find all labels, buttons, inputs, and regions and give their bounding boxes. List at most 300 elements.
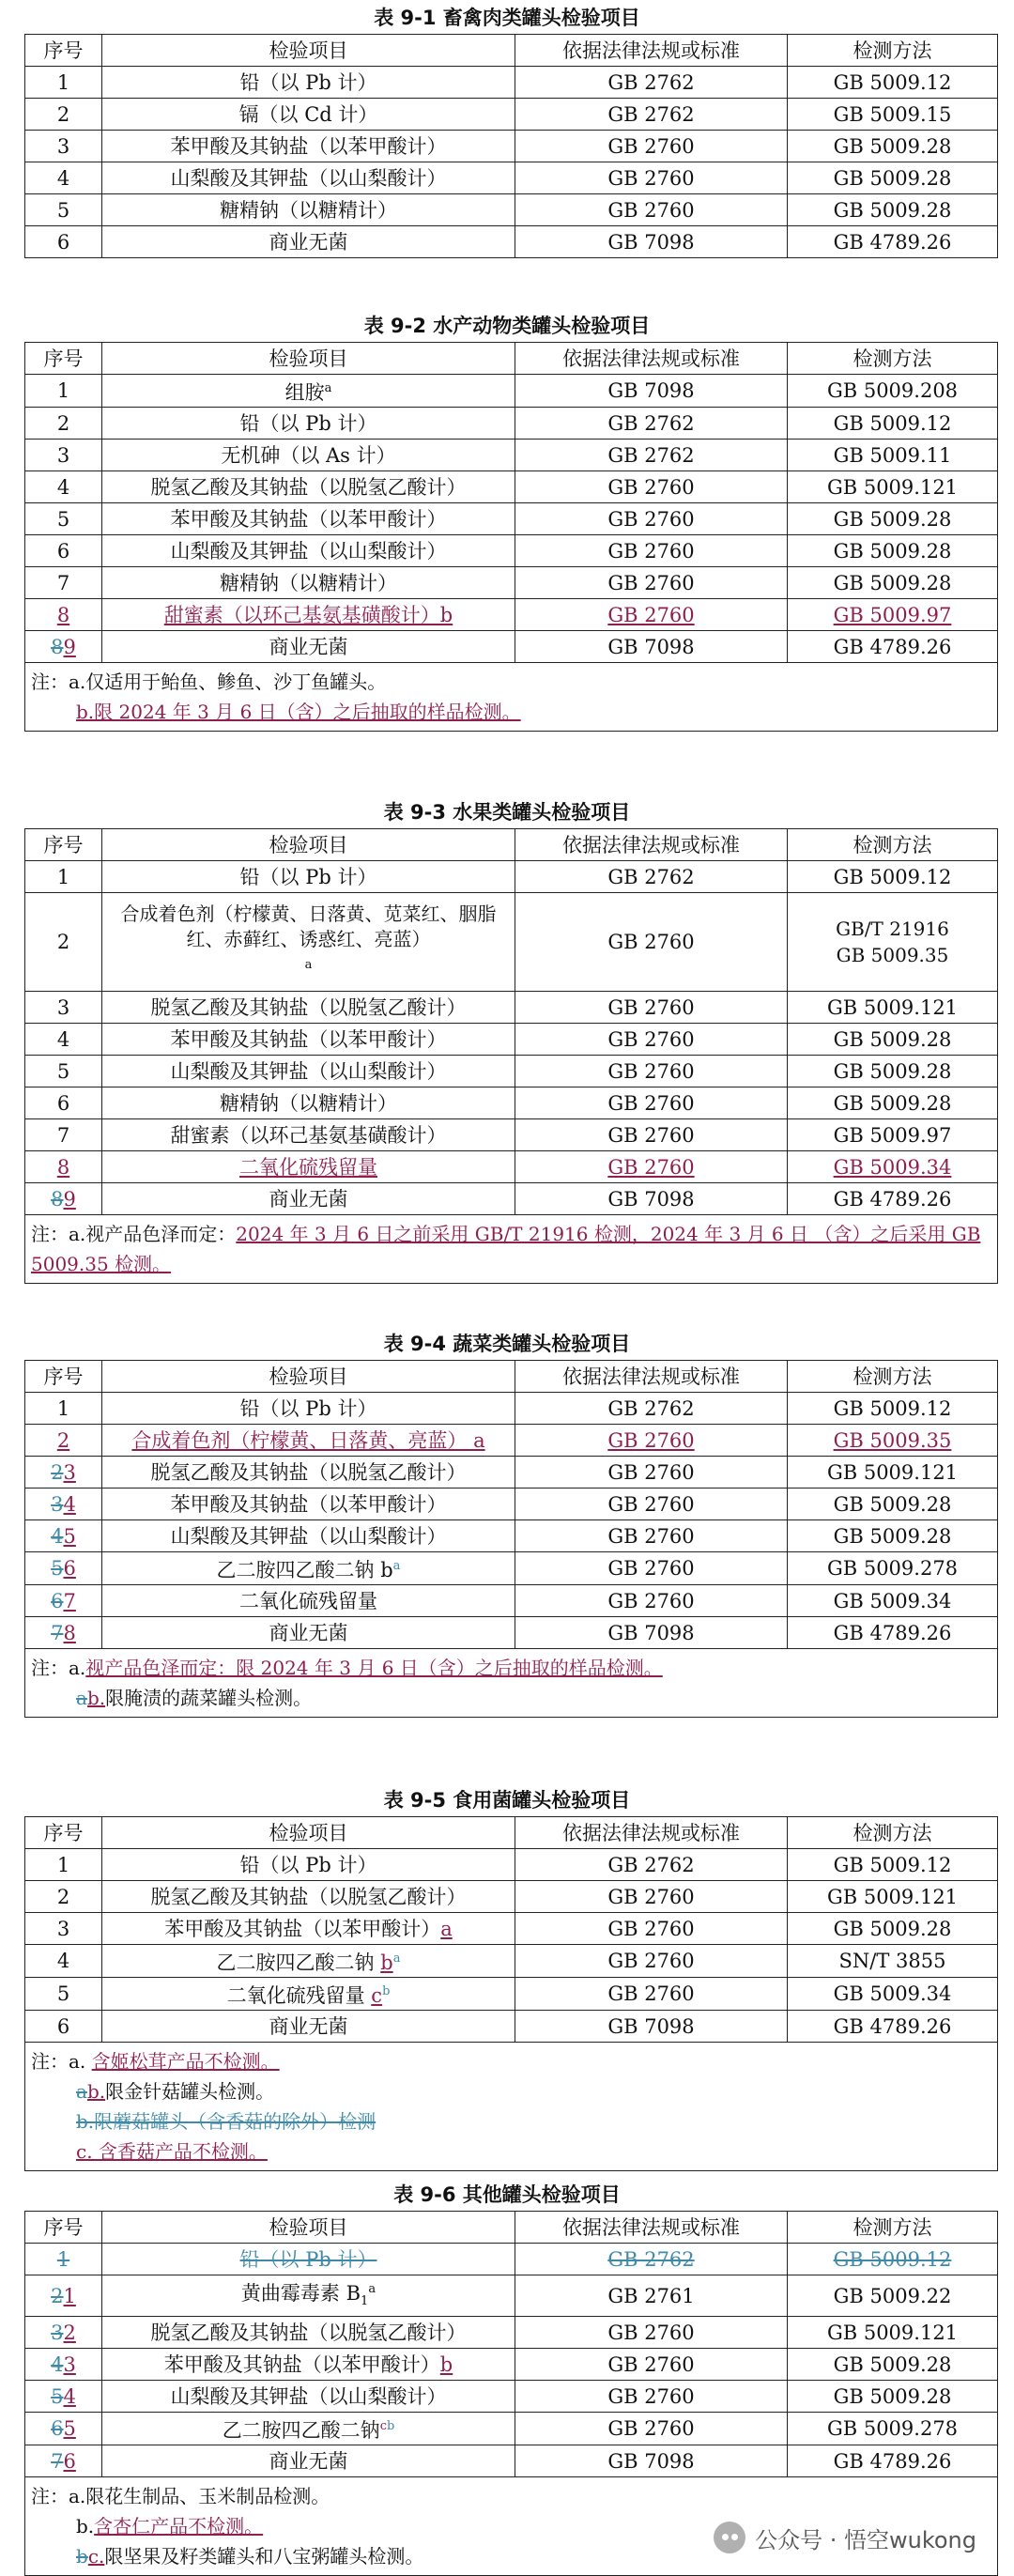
cell-standard: GB 2760 [515, 2413, 788, 2445]
table-row [25, 1520, 998, 1552]
cell-method: GB 4789.26 [788, 631, 998, 663]
table-row [25, 861, 998, 893]
table-row [25, 2413, 998, 2445]
cell-item: 商业无菌 [102, 226, 515, 258]
inserted-number: 7 [63, 1589, 76, 1612]
note-a [31, 2046, 991, 2076]
cell-method: GB 5009.12 [788, 861, 998, 893]
cell-no [25, 2317, 102, 2349]
cell-standard: GB 7098 [515, 375, 788, 408]
table-row [25, 1393, 998, 1425]
cell-item: 苯甲酸及其钠盐（以苯甲酸计） [102, 131, 515, 162]
col-header-no: 序号 [25, 35, 102, 67]
cell-no [25, 631, 102, 663]
deleted-number: 5 [51, 1557, 64, 1580]
footnote-mark-inserted: a [440, 1917, 453, 1940]
cell-standard: GB 7098 [515, 1617, 788, 1649]
cell-method: GB 5009.34 [788, 1151, 998, 1183]
table-row [25, 1119, 998, 1151]
note-b [31, 1683, 991, 1713]
cell-item: 脱氢乙酸及其钠盐（以脱氢乙酸计） [102, 2317, 515, 2349]
cell-standard: GB 7098 [515, 226, 788, 258]
table-row [25, 2317, 998, 2349]
cell-no: 3 [25, 131, 102, 162]
cell-no: 1 [25, 67, 102, 99]
cell-no: 5 [25, 1978, 102, 2011]
cell-standard: GB 2760 [515, 1087, 788, 1119]
cell-item: 苯甲酸及其钠盐（以苯甲酸计） [102, 1024, 515, 1056]
cell-item: 甜蜜素（以环己基氨基磺酸计）b [102, 599, 515, 631]
method-1: GB/T 21916 [836, 918, 949, 940]
notes-cell [25, 1215, 998, 1284]
notes-row [25, 2043, 998, 2171]
table-row [25, 1056, 998, 1087]
notes-row [25, 1649, 998, 1718]
watermark [714, 2517, 976, 2558]
table-title: 表 9-5 食用菌罐头检验项目 [383, 1789, 631, 1812]
cell-item: 脱氢乙酸及其钠盐（以脱氢乙酸计） [102, 1457, 515, 1489]
notes-label: 注： [31, 1657, 69, 1679]
cell-standard: GB 2760 [515, 194, 788, 226]
table-row [25, 1978, 998, 2011]
cell-no: 7 [25, 1119, 102, 1151]
cell-no: 5 [25, 503, 102, 535]
cell-no: 5 [25, 194, 102, 226]
deleted-number: 8 [51, 1187, 64, 1211]
cell-method: GB 5009.28 [788, 503, 998, 535]
cell-no: 3 [25, 1913, 102, 1945]
cell-item [102, 2349, 515, 2381]
table-row [25, 1087, 998, 1119]
item-text: 黄曲霉毒素 B [240, 2282, 361, 2305]
note-c [31, 2136, 991, 2167]
method-2: GB 5009.35 [836, 944, 949, 966]
cell-method: GB 5009.28 [788, 2381, 998, 2413]
cell-no: 6 [25, 535, 102, 567]
cell-no [25, 2275, 102, 2317]
cell-item: 山梨酸及其钾盐（以山梨酸计） [102, 535, 515, 567]
col-header-standard: 依据法律法规或标准 [515, 1817, 788, 1849]
cell-standard: GB 7098 [515, 2011, 788, 2043]
deleted-number: 5 [51, 2384, 64, 2408]
cell-method: GB 5009.28 [788, 1913, 998, 1945]
note-c-deleted-line [31, 2106, 991, 2136]
col-header-method: 检测方法 [788, 2212, 998, 2244]
table-row [25, 2445, 998, 2477]
cell-item [102, 375, 515, 408]
cell-no [25, 2445, 102, 2477]
note-a-prefix: a. [69, 2050, 86, 2073]
inserted-row [25, 1425, 998, 1457]
table-row [25, 1849, 998, 1881]
cell-standard: GB 2760 [515, 1945, 788, 1978]
item-text: 苯甲酸及其钠盐（以苯甲酸计） [163, 2352, 440, 2376]
cell-method: GB 5009.208 [788, 375, 998, 408]
cell-no: 8 [25, 1151, 102, 1183]
cell-no: 3 [25, 440, 102, 471]
notes-row [25, 663, 998, 732]
cell-standard: GB 2760 [515, 1881, 788, 1913]
item-text: 二氧化硫残留量 [226, 1984, 365, 2007]
cell-method: GB 5009.97 [788, 599, 998, 631]
notes-cell [25, 1649, 998, 1718]
col-header-method: 检测方法 [788, 35, 998, 67]
header-row [25, 2212, 998, 2244]
cell-no [25, 1552, 102, 1585]
deleted-number: 6 [51, 1589, 64, 1612]
cell-no: 1 [25, 861, 102, 893]
cell-method: GB 5009.121 [788, 1881, 998, 1913]
cell-standard: GB 2760 [515, 1024, 788, 1056]
deleted-number: 6 [51, 2417, 64, 2441]
notes-label: 注： [31, 1223, 69, 1245]
notes-cell [25, 2043, 998, 2171]
table-9-5-section [0, 1784, 1014, 2171]
table-row [25, 2381, 998, 2413]
cell-no: 4 [25, 162, 102, 194]
note-b-inserted: b. [86, 1687, 106, 1709]
col-header-method: 检测方法 [788, 1361, 998, 1393]
cell-standard: GB 2760 [515, 131, 788, 162]
cell-method: GB 5009.12 [788, 67, 998, 99]
cell-no: 1 [25, 1849, 102, 1881]
cell-standard: GB 2760 [515, 471, 788, 503]
cell-no: 3 [25, 992, 102, 1024]
note-a-inserted: 视产品色泽而定：限 2024 年 3 月 6 日（含）之后抽取的样品检测。 [85, 1657, 663, 1679]
table-title: 表 9-4 蔬菜类罐头检验项目 [383, 1333, 631, 1355]
item-text: 苯甲酸及其钠盐（以苯甲酸计） [164, 1917, 441, 1940]
cell-item [102, 893, 515, 992]
table-row [25, 67, 998, 99]
deleted-number: 2 [51, 2284, 64, 2307]
table-9-3 [24, 828, 998, 1284]
cell-method: GB 5009.11 [788, 440, 998, 471]
cell-standard: GB 2762 [515, 861, 788, 893]
table-row [25, 1585, 998, 1617]
cell-item: 商业无菌 [102, 1183, 515, 1215]
note-b-deleted: a [76, 1687, 87, 1709]
cell-no [25, 1489, 102, 1520]
cell-method [788, 893, 998, 992]
col-header-item: 检验项目 [102, 35, 515, 67]
cell-method: GB 5009.28 [788, 567, 998, 599]
note-a [31, 1653, 991, 1683]
inserted-number: 6 [63, 1557, 76, 1580]
cell-method: GB 5009.121 [788, 471, 998, 503]
cell-standard: GB 2760 [515, 503, 788, 535]
cell-standard: GB 2760 [515, 2349, 788, 2381]
inserted-number: 4 [63, 2384, 76, 2408]
footnote-mark-deleted: a [392, 1951, 401, 1966]
cell-no: 1 [25, 375, 102, 408]
note-a [31, 2481, 991, 2511]
col-header-no: 序号 [25, 1361, 102, 1393]
cell-method: GB 5009.28 [788, 1520, 998, 1552]
col-header-method: 检测方法 [788, 343, 998, 375]
cell-item: 铅（以 Pb 计） [102, 1393, 515, 1425]
cell-standard: GB 2760 [515, 1978, 788, 2011]
table-row [25, 1552, 998, 1585]
cell-item: 苯甲酸及其钠盐（以苯甲酸计） [102, 503, 515, 535]
cell-no: 6 [25, 2011, 102, 2043]
inserted-number: 5 [63, 2417, 76, 2441]
cell-standard: GB 2760 [515, 2381, 788, 2413]
col-header-standard: 依据法律法规或标准 [515, 1361, 788, 1393]
cell-item [102, 2413, 515, 2445]
cell-method: GB 5009.15 [788, 99, 998, 131]
table-row [25, 567, 998, 599]
table-row [25, 1024, 998, 1056]
col-header-item: 检验项目 [102, 1817, 515, 1849]
header-row [25, 1361, 998, 1393]
col-header-method: 检测方法 [788, 1817, 998, 1849]
cell-standard: GB 2760 [515, 1151, 788, 1183]
deleted-number: 7 [51, 1621, 64, 1644]
table-row [25, 2349, 998, 2381]
cell-method: GB 5009.28 [788, 535, 998, 567]
cell-standard: GB 7098 [515, 631, 788, 663]
table-9-1 [24, 34, 998, 258]
deleted-row [25, 2244, 998, 2275]
cell-item: 糖精钠（以糖精计） [102, 1087, 515, 1119]
table-9-2 [24, 342, 998, 732]
col-header-no: 序号 [25, 829, 102, 861]
table-row [25, 2275, 998, 2317]
cell-item: 商业无菌 [102, 631, 515, 663]
cell-standard: GB 2760 [515, 1585, 788, 1617]
cell-no: 2 [25, 893, 102, 992]
cell-item [102, 1945, 515, 1978]
cell-standard: GB 2761 [515, 2275, 788, 2317]
cell-standard: GB 2760 [515, 1489, 788, 1520]
cell-method: GB 5009.22 [788, 2275, 998, 2317]
cell-standard: GB 2760 [515, 567, 788, 599]
notes-label: 注： [31, 2485, 69, 2508]
note-c-deleted: b [76, 2545, 88, 2568]
table-9-4 [24, 1360, 998, 1718]
deleted-number: 4 [51, 1524, 64, 1548]
cell-no [25, 2381, 102, 2413]
table-row [25, 503, 998, 535]
cell-no: 6 [25, 226, 102, 258]
cell-standard: GB 2760 [515, 1119, 788, 1151]
table-9-1-section [0, 2, 1014, 258]
footnote-mark-inserted: c [379, 2419, 387, 2434]
col-header-no: 序号 [25, 1817, 102, 1849]
deleted-number: 7 [51, 2449, 64, 2473]
col-header-item: 检验项目 [102, 343, 515, 375]
table-row [25, 131, 998, 162]
cell-method: GB 5009.34 [788, 1978, 998, 2011]
note-b-text: 限金针菇罐头检测。 [105, 2080, 275, 2103]
table-row [25, 893, 998, 992]
cell-standard: GB 2760 [515, 1425, 788, 1457]
cell-item: 脱氢乙酸及其钠盐（以脱氢乙酸计） [102, 1881, 515, 1913]
cell-method: SN/T 3855 [788, 1945, 998, 1978]
cell-method: GB 5009.28 [788, 194, 998, 226]
wechat-icon [714, 2522, 745, 2553]
cell-standard: GB 2762 [515, 1849, 788, 1881]
cell-no: 1 [25, 2244, 102, 2275]
cell-method: GB 4789.26 [788, 226, 998, 258]
cell-no: 8 [25, 599, 102, 631]
cell-method: GB 5009.121 [788, 2317, 998, 2349]
cell-item [102, 2275, 515, 2317]
note-c-inserted: c. [87, 2545, 105, 2568]
cell-method: GB 5009.278 [788, 2413, 998, 2445]
cell-method: GB 5009.278 [788, 1552, 998, 1585]
footnote-mark-inserted: b [380, 1951, 393, 1974]
table-row [25, 1489, 998, 1520]
table-row [25, 194, 998, 226]
cell-item: 山梨酸及其钾盐（以山梨酸计） [102, 1520, 515, 1552]
header-row [25, 1817, 998, 1849]
cell-no [25, 1183, 102, 1215]
note-a-inserted: 2024 年 3 月 6 日之前采用 GB/T 21916 检测，2024 年 3 月 6 日 （含）之后采用 GB 5009.35 检测。 [31, 1223, 981, 1275]
cell-item: 糖精钠（以糖精计） [102, 194, 515, 226]
cell-standard: GB 2762 [515, 408, 788, 440]
cell-item [102, 1913, 515, 1945]
table-row [25, 99, 998, 131]
table-9-3-section [0, 796, 1014, 1284]
cell-item: 甜蜜素（以环己基氨基磺酸计） [102, 1119, 515, 1151]
cell-standard: GB 2760 [515, 893, 788, 992]
cell-standard: GB 2762 [515, 2244, 788, 2275]
item-text: 乙二胺四乙酸二钠 [216, 1951, 375, 1974]
inserted-number: 3 [63, 2352, 76, 2376]
cell-item: 脱氢乙酸及其钠盐（以脱氢乙酸计） [102, 471, 515, 503]
cell-no: 6 [25, 1087, 102, 1119]
table-title: 表 9-6 其他罐头检验项目 [393, 2183, 621, 2206]
cell-item: 铅（以 Pb 计） [102, 2244, 515, 2275]
cell-standard: GB 7098 [515, 2445, 788, 2477]
table-row [25, 1913, 998, 1945]
item-text: 合成着色剂（柠檬黄、日落黄、苋菜红、胭脂红、赤藓红、诱惑红、亮蓝） [120, 902, 497, 951]
col-header-item: 检验项目 [102, 2212, 515, 2244]
cell-item: 山梨酸及其钾盐（以山梨酸计） [102, 2381, 515, 2413]
cell-no: 2 [25, 1425, 102, 1457]
table-title: 表 9-3 水果类罐头检验项目 [383, 801, 631, 824]
notes-label: 注： [31, 2050, 69, 2073]
note-b [31, 2076, 991, 2106]
cell-standard: GB 2762 [515, 99, 788, 131]
note-b-text: b.限 2024 年 3 月 6 日（含）之后抽取的样品检测。 [76, 701, 521, 723]
cell-method: GB 5009.35 [788, 1425, 998, 1457]
cell-item: 商业无菌 [102, 2445, 515, 2477]
note-a-text: a.仅适用于鲐鱼、鲹鱼、沙丁鱼罐头。 [69, 671, 387, 693]
inserted-row [25, 1151, 998, 1183]
table-9-4-section [0, 1328, 1014, 1718]
cell-no: 4 [25, 1024, 102, 1056]
table-row [25, 1881, 998, 1913]
cell-item [102, 1978, 515, 2011]
note-b-text: 限腌渍的蔬菜罐头检测。 [105, 1687, 313, 1709]
table-row [25, 1457, 998, 1489]
deleted-number: 4 [51, 2352, 64, 2376]
note-a-prefix: a.视产品色泽而定： [69, 1223, 237, 1245]
cell-item: 合成着色剂（柠檬黄、日落黄、亮蓝） a [102, 1425, 515, 1457]
cell-standard: GB 2760 [515, 1457, 788, 1489]
subscript: 1 [361, 2294, 369, 2309]
deleted-number: 2 [51, 1460, 64, 1484]
table-row [25, 408, 998, 440]
footnote-mark-inserted: c [371, 1984, 383, 2007]
footnote-mark: a [324, 381, 332, 395]
table-row [25, 162, 998, 194]
cell-method: GB 5009.34 [788, 1585, 998, 1617]
cell-standard: GB 2760 [515, 535, 788, 567]
table-row [25, 2011, 998, 2043]
cell-item: 山梨酸及其钾盐（以山梨酸计） [102, 162, 515, 194]
inserted-number: 3 [63, 1460, 76, 1484]
cell-no: 2 [25, 408, 102, 440]
cell-no [25, 1457, 102, 1489]
cell-standard: GB 2760 [515, 599, 788, 631]
note-b-prefix: b. [76, 2515, 95, 2538]
cell-item: 商业无菌 [102, 1617, 515, 1649]
note-c-text: 限坚果及籽类罐头和八宝粥罐头检测。 [104, 2545, 424, 2568]
inserted-number: 2 [63, 2321, 76, 2344]
cell-no [25, 2413, 102, 2445]
cell-no: 2 [25, 1881, 102, 1913]
cell-no: 4 [25, 471, 102, 503]
cell-item: 镉（以 Cd 计） [102, 99, 515, 131]
note-b-inserted: 含杏仁产品不检测。 [94, 2515, 264, 2538]
cell-method: GB 5009.28 [788, 2349, 998, 2381]
item-text: 乙二胺四乙酸二钠 b [216, 1559, 393, 1581]
cell-method: GB 5009.12 [788, 2244, 998, 2275]
table-row [25, 1617, 998, 1649]
inserted-number: 5 [63, 1524, 76, 1548]
cell-method: GB 5009.28 [788, 162, 998, 194]
col-header-no: 序号 [25, 2212, 102, 2244]
cell-standard: GB 2760 [515, 1520, 788, 1552]
cell-no [25, 1520, 102, 1552]
cell-standard: GB 2760 [515, 992, 788, 1024]
cell-item: 铅（以 Pb 计） [102, 67, 515, 99]
inserted-row [25, 599, 998, 631]
cell-item: 苯甲酸及其钠盐（以苯甲酸计） [102, 1489, 515, 1520]
deleted-number: 3 [51, 2321, 64, 2344]
cell-method: GB 5009.28 [788, 1024, 998, 1056]
cell-standard: GB 7098 [515, 1183, 788, 1215]
inserted-number: 9 [63, 635, 76, 658]
inserted-number: 9 [63, 1187, 76, 1211]
table-row [25, 992, 998, 1024]
note-c-deleted: b.限蘑菇罐头（含香菇的除外）检测 [76, 2110, 376, 2133]
cell-method: GB 5009.28 [788, 131, 998, 162]
cell-no [25, 1585, 102, 1617]
cell-item: 商业无菌 [102, 2011, 515, 2043]
note-a [31, 667, 991, 697]
cell-item: 糖精钠（以糖精计） [102, 567, 515, 599]
header-row [25, 35, 998, 67]
cell-standard: GB 2762 [515, 440, 788, 471]
footnote-mark-deleted: b [386, 2419, 395, 2434]
cell-method: GB 4789.26 [788, 2445, 998, 2477]
col-header-item: 检验项目 [102, 829, 515, 861]
table-9-5 [24, 1816, 998, 2171]
cell-method: GB 5009.28 [788, 1489, 998, 1520]
cell-method: GB 5009.121 [788, 992, 998, 1024]
footnote-mark: a [368, 2282, 376, 2296]
notes-cell [25, 663, 998, 732]
note-a-prefix: a. [69, 1657, 86, 1679]
note-b [31, 697, 991, 727]
note-a-inserted: 含姬松茸产品不检测。 [91, 2050, 280, 2073]
inserted-number: 8 [63, 1621, 76, 1644]
inserted-number: 1 [63, 2284, 76, 2307]
